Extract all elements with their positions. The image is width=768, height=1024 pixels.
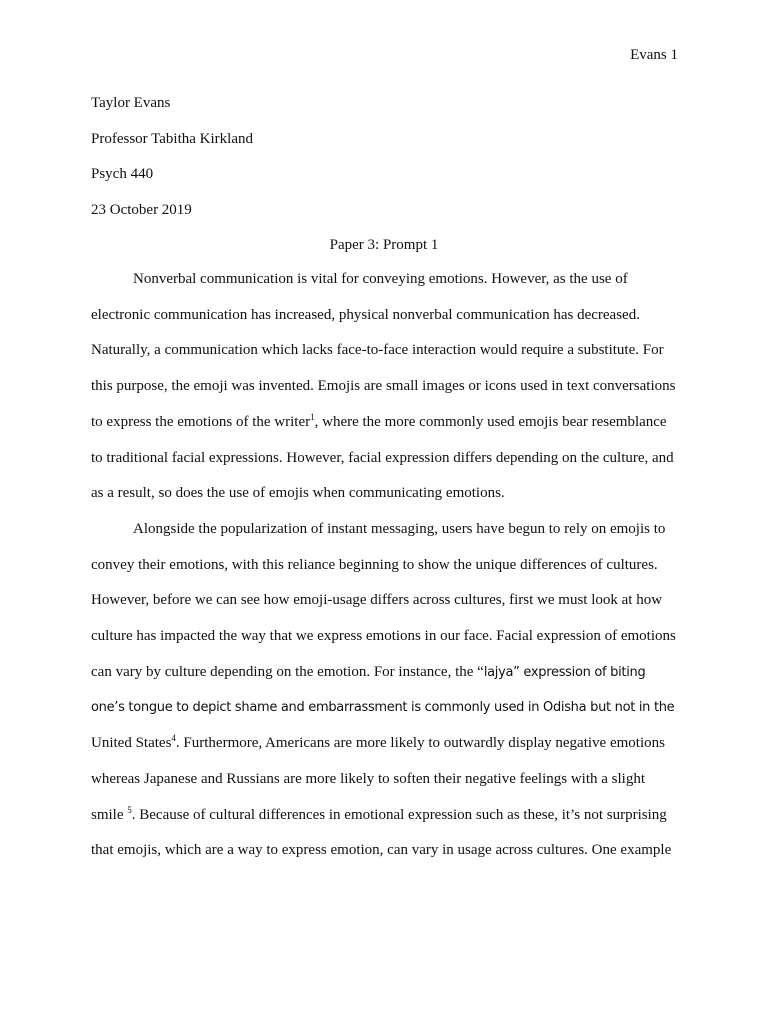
footnote-ref-5: 5 [127, 804, 132, 815]
footnote-ref-1: 1 [310, 411, 315, 422]
footnote-ref-4: 4 [171, 733, 176, 744]
paragraph-2-text-b: United States [91, 735, 172, 752]
body-text [91, 262, 679, 869]
course-name: Psych 440 [91, 166, 154, 182]
paragraph-2-text-d: . Because of cultural differences in emotional expression such as these, it’s not surprising that emojis, which are a way to express emotion, can vary in usage across cultures. One example [91, 806, 672, 859]
date: 23 October 2019 [91, 202, 192, 218]
paragraph-2 [91, 512, 679, 869]
paragraph-2-text-c: . Furthermore, Americans are more likely to outwardly display negative emotions whereas Japanese and Russians are more likely to soften their negative feelings with a slight smile [91, 735, 665, 823]
professor-name: Professor Tabitha Kirkland [91, 131, 253, 147]
running-head: Evans 1 [630, 47, 678, 63]
author-name: Taylor Evans [91, 95, 171, 111]
paper-title: Paper 3: Prompt 1 [329, 237, 439, 253]
paragraph-2-text-a: Alongside the popularization of instant messaging, users have begun to rely on emojis to convey their emotions, with this reliance beginning to show the unique differences of cultures. However, before we can see how emoji-usage differs across cultures, first we must look at how culture has impacted the way that we express emotions in our face. Facial expression of emotions can vary by culture depending on the emotion. For instance, the “ [91, 520, 676, 680]
paragraph-1-text-b: , where the more commonly used emojis bear resemblance to traditional facial expressions. However, facial expression differs depending on the culture, and as a result, so does the use of emojis when communicating emotions. [91, 413, 674, 502]
paragraph-1-text-a: Nonverbal communication is vital for conveying emotions. However, as the use of electronic communication has increased, physical nonverbal communication has decreased. Naturally, a communication which lacks face-to-face interaction would require a substitute. For this purpose, the emoji was invented. Emojis are small images or icons used in text conversations to express the emotions of the writer [91, 271, 676, 430]
paragraph-2-sans-run: lajya” expression of biting one’s tongue to depict shame and embarrassment is commonly used in Odisha but not in the [91, 664, 675, 716]
paragraph-1 [91, 262, 679, 512]
